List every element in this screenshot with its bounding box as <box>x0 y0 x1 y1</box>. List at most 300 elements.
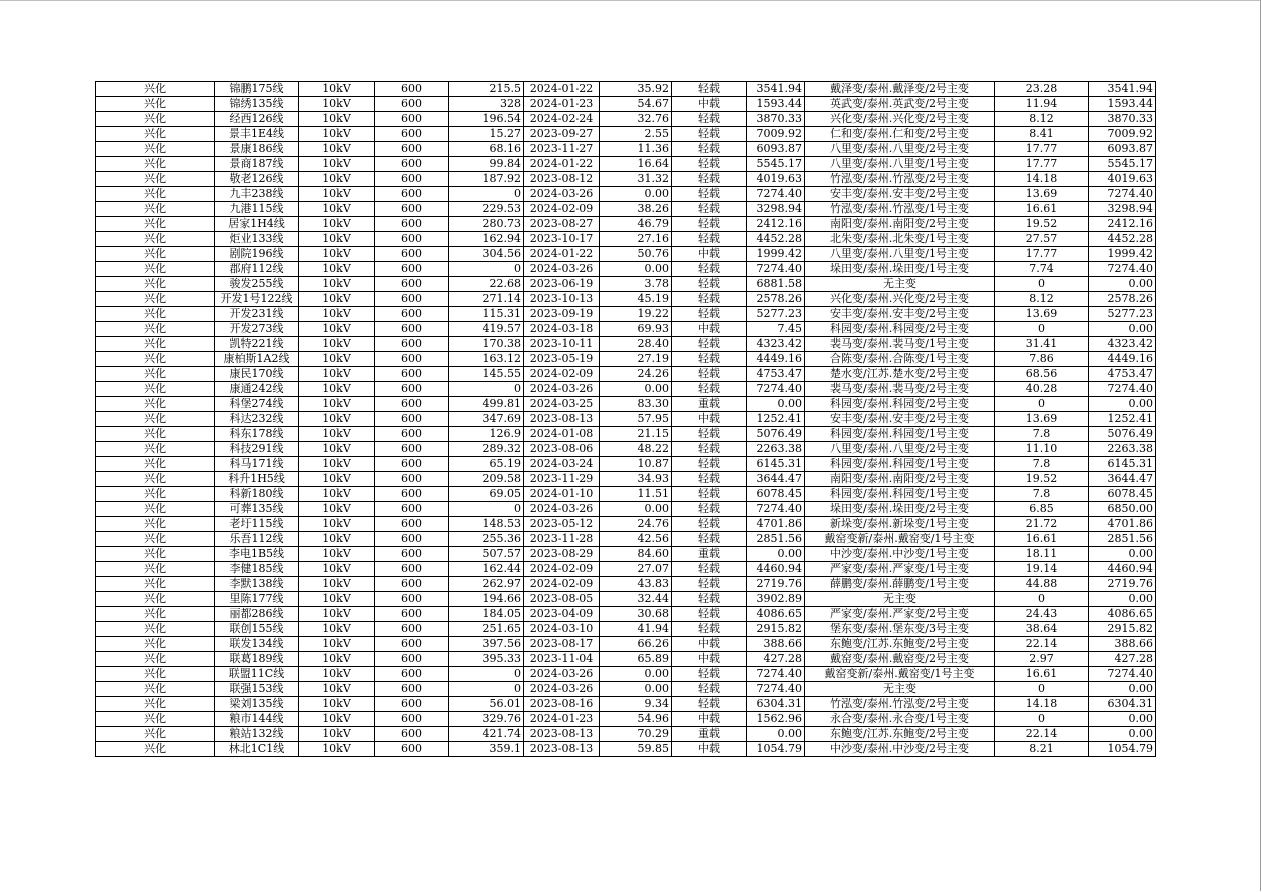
transformer-rate-cell: 17.77 <box>995 157 1089 172</box>
date-cell: 2023-08-06 <box>524 442 600 457</box>
date-cell: 2024-02-09 <box>524 562 600 577</box>
date-cell: 2024-01-10 <box>524 487 600 502</box>
load-cell: 162.44 <box>449 562 524 577</box>
date-cell: 2023-05-19 <box>524 352 600 367</box>
table-row <box>96 742 1156 757</box>
load-status-cell: 轻载 <box>672 337 747 352</box>
transformer-rate-cell: 11.10 <box>995 442 1089 457</box>
region-cell: 兴化 <box>96 127 215 142</box>
table-row <box>96 307 1156 322</box>
transformer-cell: 安丰变/泰州.安丰变/2号主变 <box>805 412 995 427</box>
margin-cell: 0.00 <box>747 727 805 742</box>
region-cell: 兴化 <box>96 247 215 262</box>
line-name-cell: 科东178线 <box>215 427 299 442</box>
load-rate-cell: 16.64 <box>600 157 672 172</box>
load-rate-cell: 54.67 <box>600 97 672 112</box>
line-name-cell: 科技291线 <box>215 442 299 457</box>
region-cell: 兴化 <box>96 202 215 217</box>
available-cell: 1999.42 <box>1089 247 1156 262</box>
table-row <box>96 382 1156 397</box>
transformer-rate-cell: 2.97 <box>995 652 1089 667</box>
region-cell: 兴化 <box>96 412 215 427</box>
load-status-cell: 轻载 <box>672 262 747 277</box>
line-name-cell: 康通242线 <box>215 382 299 397</box>
region-cell: 兴化 <box>96 352 215 367</box>
transformer-rate-cell: 21.72 <box>995 517 1089 532</box>
load-status-cell: 中载 <box>672 97 747 112</box>
margin-cell: 7009.92 <box>747 127 805 142</box>
line-name-cell: 丽都286线 <box>215 607 299 622</box>
region-cell: 兴化 <box>96 547 215 562</box>
line-name-cell: 康柏斯1A2线 <box>215 352 299 367</box>
transformer-rate-cell: 13.69 <box>995 187 1089 202</box>
region-cell: 兴化 <box>96 607 215 622</box>
table-row <box>96 97 1156 112</box>
date-cell: 2024-03-24 <box>524 457 600 472</box>
load-status-cell: 轻载 <box>672 382 747 397</box>
load-status-cell: 轻载 <box>672 487 747 502</box>
capacity-cell: 600 <box>375 532 449 547</box>
available-cell: 427.28 <box>1089 652 1156 667</box>
transformer-rate-cell: 23.28 <box>995 82 1089 97</box>
load-cell: 69.05 <box>449 487 524 502</box>
table-row <box>96 322 1156 337</box>
load-cell: 194.66 <box>449 592 524 607</box>
capacity-cell: 600 <box>375 622 449 637</box>
data-table <box>95 81 1156 757</box>
table-row <box>96 277 1156 292</box>
transformer-cell: 堡东变/泰州.堡东变/3号主变 <box>805 622 995 637</box>
line-name-cell: 林北1C1线 <box>215 742 299 757</box>
line-name-cell: 凯特221线 <box>215 337 299 352</box>
available-cell: 0.00 <box>1089 727 1156 742</box>
date-cell: 2024-01-22 <box>524 82 600 97</box>
transformer-cell: 东鲍变/江苏.东鲍变/2号主变 <box>805 727 995 742</box>
table-row <box>96 532 1156 547</box>
table-row <box>96 712 1156 727</box>
capacity-cell: 600 <box>375 337 449 352</box>
table-row <box>96 622 1156 637</box>
transformer-rate-cell: 0 <box>995 592 1089 607</box>
capacity-cell: 600 <box>375 232 449 247</box>
table-row <box>96 412 1156 427</box>
capacity-cell: 600 <box>375 742 449 757</box>
date-cell: 2024-03-26 <box>524 382 600 397</box>
line-name-cell: 科堡274线 <box>215 397 299 412</box>
load-rate-cell: 21.15 <box>600 427 672 442</box>
voltage-cell: 10kV <box>299 217 375 232</box>
available-cell: 4701.86 <box>1089 517 1156 532</box>
load-status-cell: 轻载 <box>672 562 747 577</box>
line-name-cell: 乐吾112线 <box>215 532 299 547</box>
region-cell: 兴化 <box>96 187 215 202</box>
capacity-cell: 600 <box>375 187 449 202</box>
load-rate-cell: 0.00 <box>600 382 672 397</box>
load-rate-cell: 0.00 <box>600 502 672 517</box>
load-cell: 56.01 <box>449 697 524 712</box>
transformer-rate-cell: 13.69 <box>995 412 1089 427</box>
margin-cell: 4323.42 <box>747 337 805 352</box>
date-cell: 2024-02-09 <box>524 202 600 217</box>
transformer-rate-cell: 0 <box>995 322 1089 337</box>
margin-cell: 5545.17 <box>747 157 805 172</box>
margin-cell: 7274.40 <box>747 262 805 277</box>
region-cell: 兴化 <box>96 277 215 292</box>
load-status-cell: 中载 <box>672 322 747 337</box>
voltage-cell: 10kV <box>299 532 375 547</box>
load-status-cell: 轻载 <box>672 517 747 532</box>
voltage-cell: 10kV <box>299 682 375 697</box>
transformer-rate-cell: 19.52 <box>995 472 1089 487</box>
transformer-cell: 八里变/泰州.八里变/1号主变 <box>805 247 995 262</box>
table-row <box>96 442 1156 457</box>
region-cell: 兴化 <box>96 262 215 277</box>
capacity-cell: 600 <box>375 247 449 262</box>
load-cell: 170.38 <box>449 337 524 352</box>
table-row <box>96 157 1156 172</box>
voltage-cell: 10kV <box>299 547 375 562</box>
table-row <box>96 427 1156 442</box>
margin-cell: 3644.47 <box>747 472 805 487</box>
voltage-cell: 10kV <box>299 397 375 412</box>
region-cell: 兴化 <box>96 292 215 307</box>
available-cell: 2851.56 <box>1089 532 1156 547</box>
line-name-cell: 开发1号122线 <box>215 292 299 307</box>
voltage-cell: 10kV <box>299 172 375 187</box>
table-row <box>96 727 1156 742</box>
line-name-cell: 郡府112线 <box>215 262 299 277</box>
transformer-cell: 仁和变/泰州.仁和变/2号主变 <box>805 127 995 142</box>
transformer-rate-cell: 68.56 <box>995 367 1089 382</box>
margin-cell: 3541.94 <box>747 82 805 97</box>
load-cell: 148.53 <box>449 517 524 532</box>
capacity-cell: 600 <box>375 487 449 502</box>
capacity-cell: 600 <box>375 142 449 157</box>
transformer-cell: 永合变/泰州.永合变/1号主变 <box>805 712 995 727</box>
line-name-cell: 联发134线 <box>215 637 299 652</box>
capacity-cell: 600 <box>375 697 449 712</box>
line-name-cell: 锦绣135线 <box>215 97 299 112</box>
load-status-cell: 轻载 <box>672 682 747 697</box>
region-cell: 兴化 <box>96 97 215 112</box>
margin-cell: 4086.65 <box>747 607 805 622</box>
margin-cell: 5277.23 <box>747 307 805 322</box>
date-cell: 2023-08-13 <box>524 742 600 757</box>
load-cell: 162.94 <box>449 232 524 247</box>
line-name-cell: 敬老126线 <box>215 172 299 187</box>
region-cell: 兴化 <box>96 157 215 172</box>
available-cell: 0.00 <box>1089 592 1156 607</box>
table-row <box>96 517 1156 532</box>
region-cell: 兴化 <box>96 697 215 712</box>
date-cell: 2024-02-09 <box>524 367 600 382</box>
load-status-cell: 中载 <box>672 412 747 427</box>
line-name-cell: 粮市144线 <box>215 712 299 727</box>
margin-cell: 2851.56 <box>747 532 805 547</box>
transformer-cell: 严家变/泰州.严家变/2号主变 <box>805 607 995 622</box>
transformer-cell: 南阳变/泰州.南阳变/2号主变 <box>805 217 995 232</box>
transformer-rate-cell: 14.18 <box>995 697 1089 712</box>
margin-cell: 6145.31 <box>747 457 805 472</box>
table-row <box>96 127 1156 142</box>
line-name-cell: 联葛189线 <box>215 652 299 667</box>
region-cell: 兴化 <box>96 532 215 547</box>
available-cell: 0.00 <box>1089 547 1156 562</box>
transformer-rate-cell: 8.12 <box>995 292 1089 307</box>
load-status-cell: 轻载 <box>672 427 747 442</box>
load-rate-cell: 42.56 <box>600 532 672 547</box>
date-cell: 2023-08-17 <box>524 637 600 652</box>
transformer-cell: 戴窑变新/泰州.戴窑变/1号主变 <box>805 667 995 682</box>
load-status-cell: 轻载 <box>672 217 747 232</box>
region-cell: 兴化 <box>96 217 215 232</box>
capacity-cell: 600 <box>375 442 449 457</box>
transformer-cell: 严家变/泰州.严家变/1号主变 <box>805 562 995 577</box>
capacity-cell: 600 <box>375 112 449 127</box>
voltage-cell: 10kV <box>299 322 375 337</box>
load-cell: 395.33 <box>449 652 524 667</box>
table-row <box>96 667 1156 682</box>
line-name-cell: 老圩115线 <box>215 517 299 532</box>
available-cell: 6093.87 <box>1089 142 1156 157</box>
capacity-cell: 600 <box>375 382 449 397</box>
line-name-cell: 李电1B5线 <box>215 547 299 562</box>
margin-cell: 4701.86 <box>747 517 805 532</box>
date-cell: 2024-03-26 <box>524 262 600 277</box>
transformer-rate-cell: 0 <box>995 682 1089 697</box>
available-cell: 4019.63 <box>1089 172 1156 187</box>
load-cell: 163.12 <box>449 352 524 367</box>
table-row <box>96 247 1156 262</box>
line-name-cell: 科升1H5线 <box>215 472 299 487</box>
load-cell: 0 <box>449 682 524 697</box>
load-status-cell: 轻载 <box>672 577 747 592</box>
date-cell: 2024-03-10 <box>524 622 600 637</box>
capacity-cell: 600 <box>375 352 449 367</box>
date-cell: 2023-10-11 <box>524 337 600 352</box>
margin-cell: 2263.38 <box>747 442 805 457</box>
load-status-cell: 轻载 <box>672 112 747 127</box>
transformer-rate-cell: 16.61 <box>995 202 1089 217</box>
load-rate-cell: 38.26 <box>600 202 672 217</box>
transformer-rate-cell: 8.12 <box>995 112 1089 127</box>
load-status-cell: 轻载 <box>672 367 747 382</box>
transformer-cell: 兴化变/泰州.兴化变/2号主变 <box>805 292 995 307</box>
capacity-cell: 600 <box>375 592 449 607</box>
date-cell: 2023-06-19 <box>524 277 600 292</box>
date-cell: 2024-02-24 <box>524 112 600 127</box>
margin-cell: 388.66 <box>747 637 805 652</box>
transformer-rate-cell: 24.43 <box>995 607 1089 622</box>
load-cell: 304.56 <box>449 247 524 262</box>
load-cell: 215.5 <box>449 82 524 97</box>
table-row <box>96 637 1156 652</box>
capacity-cell: 600 <box>375 517 449 532</box>
voltage-cell: 10kV <box>299 727 375 742</box>
voltage-cell: 10kV <box>299 112 375 127</box>
date-cell: 2023-11-04 <box>524 652 600 667</box>
voltage-cell: 10kV <box>299 367 375 382</box>
capacity-cell: 600 <box>375 262 449 277</box>
margin-cell: 6078.45 <box>747 487 805 502</box>
line-name-cell: 康民170线 <box>215 367 299 382</box>
transformer-cell: 英武变/泰州.英武变/2号主变 <box>805 97 995 112</box>
load-cell: 22.68 <box>449 277 524 292</box>
transformer-rate-cell: 16.61 <box>995 667 1089 682</box>
table-row <box>96 682 1156 697</box>
available-cell: 3870.33 <box>1089 112 1156 127</box>
line-name-cell: 李健185线 <box>215 562 299 577</box>
load-status-cell: 轻载 <box>672 607 747 622</box>
transformer-rate-cell: 18.11 <box>995 547 1089 562</box>
line-name-cell: 居家1H4线 <box>215 217 299 232</box>
available-cell: 5545.17 <box>1089 157 1156 172</box>
voltage-cell: 10kV <box>299 577 375 592</box>
region-cell: 兴化 <box>96 727 215 742</box>
available-cell: 2578.26 <box>1089 292 1156 307</box>
region-cell: 兴化 <box>96 307 215 322</box>
table-row <box>96 112 1156 127</box>
table-row <box>96 457 1156 472</box>
transformer-cell: 东鲍变/江苏.东鲍变/2号主变 <box>805 637 995 652</box>
region-cell: 兴化 <box>96 562 215 577</box>
margin-cell: 4452.28 <box>747 232 805 247</box>
margin-cell: 7.45 <box>747 322 805 337</box>
transformer-cell: 南阳变/泰州.南阳变/2号主变 <box>805 472 995 487</box>
table-row <box>96 187 1156 202</box>
load-cell: 421.74 <box>449 727 524 742</box>
region-cell: 兴化 <box>96 322 215 337</box>
transformer-cell: 裴马变/泰州.裴马变/1号主变 <box>805 337 995 352</box>
margin-cell: 5076.49 <box>747 427 805 442</box>
voltage-cell: 10kV <box>299 127 375 142</box>
line-name-cell: 开发273线 <box>215 322 299 337</box>
transformer-rate-cell: 17.77 <box>995 247 1089 262</box>
capacity-cell: 600 <box>375 577 449 592</box>
load-cell: 0 <box>449 262 524 277</box>
region-cell: 兴化 <box>96 457 215 472</box>
available-cell: 388.66 <box>1089 637 1156 652</box>
load-cell: 347.69 <box>449 412 524 427</box>
available-cell: 6304.31 <box>1089 697 1156 712</box>
voltage-cell: 10kV <box>299 277 375 292</box>
date-cell: 2024-01-23 <box>524 712 600 727</box>
available-cell: 6078.45 <box>1089 487 1156 502</box>
region-cell: 兴化 <box>96 367 215 382</box>
load-rate-cell: 41.94 <box>600 622 672 637</box>
margin-cell: 4753.47 <box>747 367 805 382</box>
transformer-cell: 薛鹏变/泰州.薛鹏变/1号主变 <box>805 577 995 592</box>
capacity-cell: 600 <box>375 502 449 517</box>
table-row <box>96 577 1156 592</box>
line-name-cell: 联创155线 <box>215 622 299 637</box>
load-rate-cell: 9.34 <box>600 697 672 712</box>
load-rate-cell: 48.22 <box>600 442 672 457</box>
voltage-cell: 10kV <box>299 592 375 607</box>
margin-cell: 7274.40 <box>747 667 805 682</box>
date-cell: 2024-03-26 <box>524 682 600 697</box>
load-status-cell: 中载 <box>672 247 747 262</box>
margin-cell: 0.00 <box>747 397 805 412</box>
load-rate-cell: 0.00 <box>600 667 672 682</box>
available-cell: 1252.41 <box>1089 412 1156 427</box>
available-cell: 0.00 <box>1089 397 1156 412</box>
available-cell: 7274.40 <box>1089 262 1156 277</box>
available-cell: 5076.49 <box>1089 427 1156 442</box>
capacity-cell: 600 <box>375 457 449 472</box>
capacity-cell: 600 <box>375 82 449 97</box>
available-cell: 1054.79 <box>1089 742 1156 757</box>
available-cell: 4323.42 <box>1089 337 1156 352</box>
table-row <box>96 232 1156 247</box>
available-cell: 0.00 <box>1089 277 1156 292</box>
line-name-cell: 粮站132线 <box>215 727 299 742</box>
transformer-rate-cell: 7.8 <box>995 457 1089 472</box>
region-cell: 兴化 <box>96 592 215 607</box>
region-cell: 兴化 <box>96 682 215 697</box>
margin-cell: 1562.96 <box>747 712 805 727</box>
margin-cell: 7274.40 <box>747 502 805 517</box>
region-cell: 兴化 <box>96 232 215 247</box>
load-cell: 0 <box>449 502 524 517</box>
available-cell: 0.00 <box>1089 682 1156 697</box>
voltage-cell: 10kV <box>299 262 375 277</box>
margin-cell: 6881.58 <box>747 277 805 292</box>
date-cell: 2023-05-12 <box>524 517 600 532</box>
line-name-cell: 科马171线 <box>215 457 299 472</box>
available-cell: 0.00 <box>1089 712 1156 727</box>
margin-cell: 1593.44 <box>747 97 805 112</box>
transformer-rate-cell: 27.57 <box>995 232 1089 247</box>
load-cell: 499.81 <box>449 397 524 412</box>
load-status-cell: 轻载 <box>672 127 747 142</box>
transformer-rate-cell: 22.14 <box>995 637 1089 652</box>
available-cell: 6850.00 <box>1089 502 1156 517</box>
date-cell: 2023-04-09 <box>524 607 600 622</box>
voltage-cell: 10kV <box>299 622 375 637</box>
region-cell: 兴化 <box>96 427 215 442</box>
line-name-cell: 景商187线 <box>215 157 299 172</box>
load-status-cell: 轻载 <box>672 142 747 157</box>
transformer-cell: 竹泓变/泰州.竹泓变/1号主变 <box>805 202 995 217</box>
capacity-cell: 600 <box>375 97 449 112</box>
load-status-cell: 轻载 <box>672 172 747 187</box>
load-cell: 0 <box>449 187 524 202</box>
load-cell: 15.27 <box>449 127 524 142</box>
date-cell: 2023-08-12 <box>524 172 600 187</box>
load-rate-cell: 31.32 <box>600 172 672 187</box>
voltage-cell: 10kV <box>299 712 375 727</box>
table-row <box>96 142 1156 157</box>
load-rate-cell: 24.26 <box>600 367 672 382</box>
load-status-cell: 轻载 <box>672 697 747 712</box>
load-status-cell: 轻载 <box>672 622 747 637</box>
transformer-rate-cell: 7.8 <box>995 427 1089 442</box>
voltage-cell: 10kV <box>299 427 375 442</box>
load-cell: 184.05 <box>449 607 524 622</box>
load-cell: 397.56 <box>449 637 524 652</box>
available-cell: 4753.47 <box>1089 367 1156 382</box>
load-rate-cell: 45.19 <box>600 292 672 307</box>
load-status-cell: 轻载 <box>672 352 747 367</box>
voltage-cell: 10kV <box>299 562 375 577</box>
load-status-cell: 轻载 <box>672 442 747 457</box>
margin-cell: 3298.94 <box>747 202 805 217</box>
voltage-cell: 10kV <box>299 667 375 682</box>
date-cell: 2023-08-29 <box>524 547 600 562</box>
transformer-rate-cell: 14.18 <box>995 172 1089 187</box>
load-status-cell: 重载 <box>672 397 747 412</box>
